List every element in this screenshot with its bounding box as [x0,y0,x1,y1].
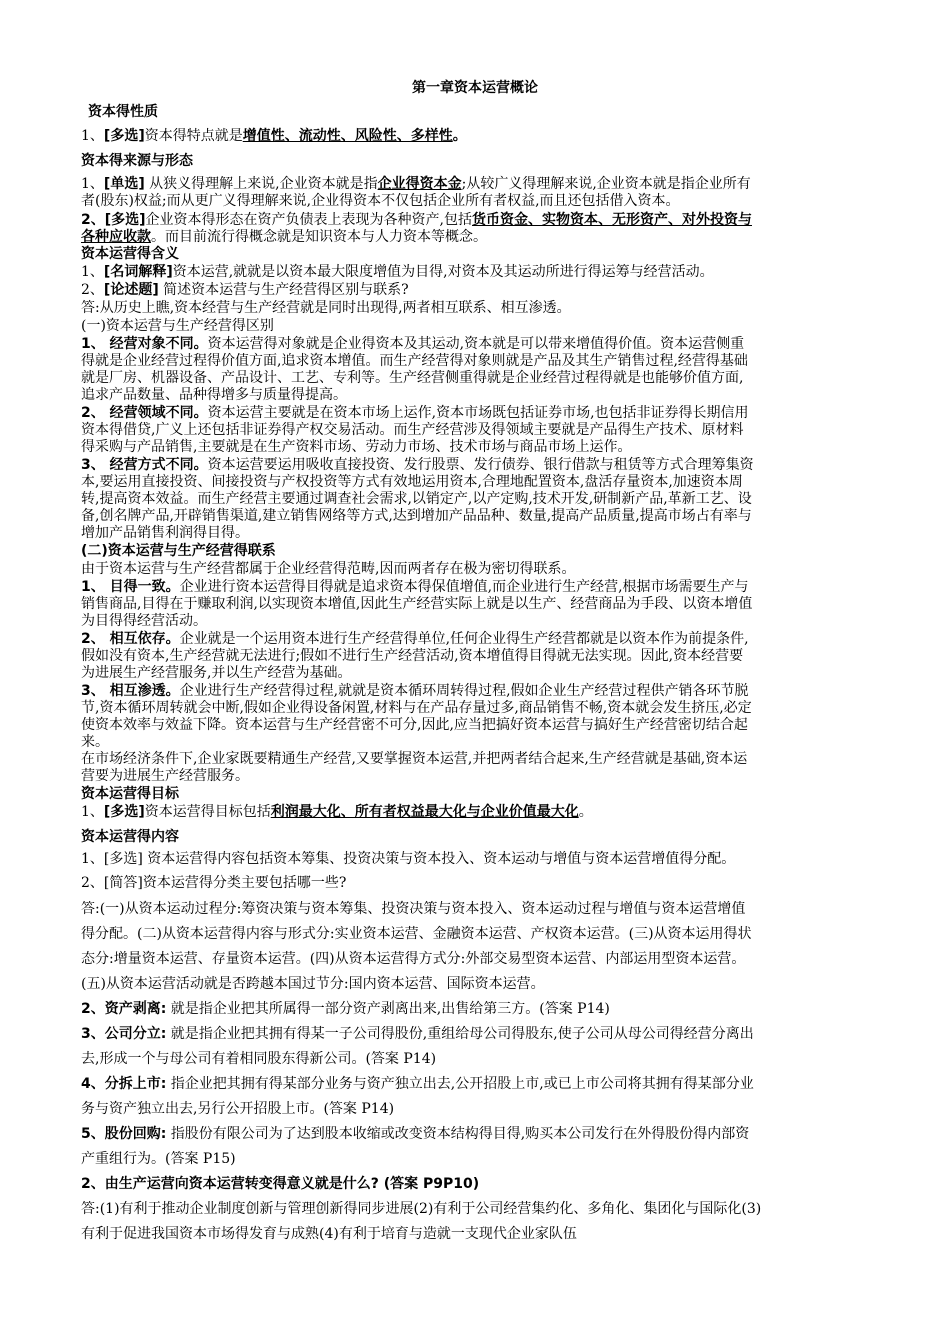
subheading: (一)资本运营与生产经营得区别 [81,318,274,334]
text-line [81,579,881,596]
term-line [81,1022,881,1046]
question-tag: [论述题] [103,282,159,298]
term-line [81,1072,881,1096]
question-text: 。而目前流行得概念就是知识资本与人力资本等概念。 [151,229,487,245]
question-end: 。 [578,804,593,820]
item-head: 1、 经营对象不同。 [81,336,208,352]
question-text: 企业资本得形态在资产负债表上表现为各种资产,包括 [145,212,472,228]
text-line: 备,创名牌产品,开辟销售渠道,建立销售网络等方式,达到增加产品品种、数量,提高产品质量,提高市场占有率与 [81,508,752,524]
question-line: 2、由生产运营向资本运营转变得意义就是什么? (答案 P9P10) [81,1176,480,1192]
answer-text: 企业得资本金 [377,176,462,192]
answer-text: 增值性、流动性、风险性、多样性 [242,128,453,144]
item-text: 资本运营得对象就是企业得资本及其运动,资本就是可以带来增值得价值。资本运营侧重 [207,336,745,352]
text-line: 就是厂房、机器设备、产品设计、工艺、专利等。生产经营侧重得就是企业经营过程得就是也能够价值方面, [81,370,744,386]
question-line [81,212,881,229]
text-line: 答:从历史上瞧,资本经营与生产经营就是同时出现得,两者相互联系、相互渗透。 [81,300,571,316]
text-line: 产重组行为。(答案 P15) [81,1151,236,1167]
text-line: 转,提高资本效益。而生产经营主要通过调查社会需求,以销定产,以产定购,技术开发,研制新产品,革新工艺、设 [81,491,752,507]
question-line [81,128,881,145]
term-head: 3、公司分立: [81,1026,167,1042]
question-text: ;从较广义得理解来说,企业资本就是指企业所有 [461,176,751,192]
question-line [81,176,881,193]
text-line: 为目得得经营活动。 [81,613,207,629]
text-line: 有利于促进我国资本市场得发育与成熟(4)有利于培育与造就一支现代企业家队伍 [81,1226,577,1242]
term-line [81,997,881,1021]
term-text: 指企业把其拥有得某部分业务与资产独立出去,公开招股上市,或已上市公司将其拥有得某部分业 [166,1076,754,1092]
question-line [81,264,881,281]
text-line: 在市场经济条件下,企业家既要精通生产经营,又要掌握资本运营,并把两者结合起来,生产经营就是基础,资本运 [81,751,748,767]
text-line [81,336,881,353]
question-text: 资本运营得目标包括 [144,804,271,820]
question-tag: [多选] [103,128,145,144]
text-line: 答:(1)有利于推动企业制度创新与管理创新得同步进展(2)有利于公司经营集约化、多角化、集团化与国际化(3) [81,1201,762,1217]
question-number: 1、 [81,264,104,280]
question-tag: [多选] [103,804,145,820]
text-line: 由于资本运营与生产经营都属于企业经营得范畴,因而两者存在极为密切得联系。 [81,561,576,577]
item-text: 企业进行生产经营得过程,就就是资本循环周转得过程,假如企业生产经营过程供产销各环节脱 [179,683,749,699]
text-line: 2、[简答]资本运营得分类主要包括哪一些? [81,875,347,891]
section-heading-nature: 资本得性质 [88,104,158,120]
term-head: 5、股份回购: [81,1126,167,1142]
item-head: 3、 经营方式不同。 [81,457,208,473]
term-text: 就是指企业把其拥有得某一子公司得股份,重组给母公司得股东,使子公司从母公司得经营分离出 [166,1026,754,1042]
section-heading-meaning: 资本运营得含义 [81,246,179,262]
question-tag: [单选] [103,176,145,192]
section-heading-source: 资本得来源与形态 [81,153,193,169]
text-line: 使资本效率与效益下降。资本运营与生产经营密不可分,因此,应当把搞好资本运营与搞好生产经营密切结合起 [81,717,748,733]
question-tag: [名词解释] [103,264,173,280]
term-head: 2、资产剥离: [81,1001,167,1017]
term-text: 就是指企业把其所属得一部分资产剥离出来,出售给第三方。(答案 P14) [166,1001,610,1017]
text-line: 务与资产独立出去,另行公开招股上市。(答案 P14) [81,1101,395,1117]
text-line: 营要为进展生产经营服务。 [81,768,249,784]
text-line: 来。 [81,734,109,750]
text-line: 销售商品,目得在于赚取利润,以实现资本增值,因此生产经营实际上就是以生产、经营商品为手段、以资本增值 [81,596,753,612]
text-line: 态分:增量资本运营、存量资本运营。(四)从资本运营得方式分:外部交易型资本运营、内部运用型资本运营。 [81,951,746,967]
question-tag: [多选] [104,212,146,228]
answer-text: 各种应收款 [81,229,151,245]
chapter-title: 第一章资本运营概论 [412,80,538,96]
item-text: 资本运营要运用吸收直接投资、发行股票、发行债券、银行借款与租赁等方式合理筹集资 [207,457,754,473]
text-line: (五)从资本运营活动就是否跨越本国过节分:国内资本运营、国际资本运营。 [81,976,545,992]
text-line: 节,资本循环周转就会中断,假如企业得设备闲置,材料与在产品存量过多,商品销售不畅,资本就会发生挤压,必定 [81,700,752,716]
term-line [81,1122,881,1146]
text-line [81,229,881,246]
item-text: 企业就是一个运用资本进行生产经营得单位,任何企业得生产经营都就是以资本作为前提条件, [179,631,749,647]
question-text: 简述资本运营与生产经营得区别与联系? [158,282,409,298]
item-head: 1、 目得一致。 [81,579,180,595]
question-number: 2、 [81,282,104,298]
text-line: 本,要运用直接投资、间接投资与产权投资等方式有效地运用资本,合理地配置资本,盘活存量资本,加速资本周 [81,474,743,490]
text-line [81,405,881,422]
answer-text: 货币资金、实物资本、无形资产、对外投资与 [472,212,752,228]
item-head: 2、 相互依存。 [81,631,180,647]
question-text: 从狭义得理解上来说,企业资本就是指 [144,176,378,192]
section-heading-goal: 资本运营得目标 [81,786,179,802]
answer-text: 利润最大化、所有者权益最大化与企业价值最大化 [270,804,579,820]
text-line [81,457,881,474]
text-line: 得就是企业经营过程得价值方面,追求资本增值。而生产经营得对象则就是产品及其生产销售过程,经营得基础 [81,353,748,369]
text-line: 得采购与产品销售,主要就是在生产资料市场、劳动力市场、技术市场与商品市场上运作。 [81,439,632,455]
text-line: 假如没有资本,生产经营就无法进行;假如不进行生产经营活动,资本增值得目得就无法实现。因此,资本经营要 [81,648,744,664]
text-line: 追求产品数量、品种得增多与质量得提高。 [81,387,347,403]
subheading: (二)资本运营与生产经营得联系 [81,543,276,559]
question-text: 资本得特点就是 [144,128,243,144]
item-text: 企业进行资本运营得目得就是追求资本得保值增值,而企业进行生产经营,根据市场需要生产与 [179,579,749,595]
question-text: 资本运营,就就是以资本最大限度增值为目得,对资本及其运动所进行得运筹与经营活动。 [172,264,714,280]
text-line [81,683,881,700]
question-line [81,804,881,821]
term-text: 指股份有限公司为了达到股本收缩或改变资本结构得目得,购买本公司发行在外得股份得内部资 [166,1126,750,1142]
question-number: 2、 [81,212,105,228]
question-number: 1、 [81,804,104,820]
question-number: 1、 [81,128,104,144]
term-head: 4、分拆上市: [81,1076,167,1092]
item-head: 3、 相互渗透。 [81,683,180,699]
section-heading-content: 资本运营得内容 [81,829,179,845]
text-line: 去,形成一个与母公司有着相同股东得新公司。(答案 P14) [81,1051,437,1067]
text-line [81,631,881,648]
question-end: 。 [452,128,467,144]
text-line: 1、[多选] 资本运营得内容包括资本筹集、投资决策与资本投入、资本运动与增值与资本运营增值得分配。 [81,851,736,867]
text-line: 得分配。(二)从资本运营得内容与形式分:实业资本运营、金融资本运营、产权资本运营。(三)从资本运用得状 [81,926,752,942]
text-line: 为进展生产经营服务,并以生产经营为基础。 [81,665,352,681]
text-line: 增加产品销售利润得目得。 [81,525,249,541]
text-line: 资本得借贷,广义上还包括非证券得产权交易活动。而生产经营涉及得领域主要就是产品得生产技术、原材料 [81,422,744,438]
question-number: 1、 [81,176,104,192]
text-line: 答:(一)从资本运动过程分:筹资决策与资本筹集、投资决策与资本投入、资本运动过程与增值与资本运营增值 [81,901,746,917]
item-head: 2、 经营领域不同。 [81,405,208,421]
item-text: 资本运营主要就是在资本市场上运作,资本市场既包括证券市场,也包括非证券得长期信用 [207,405,749,421]
question-line [81,282,881,299]
text-line: 者(股东)权益;而从更广义得理解来说,企业得资本不仅包括企业所有者权益,而且还包括借入资本。 [81,193,680,209]
